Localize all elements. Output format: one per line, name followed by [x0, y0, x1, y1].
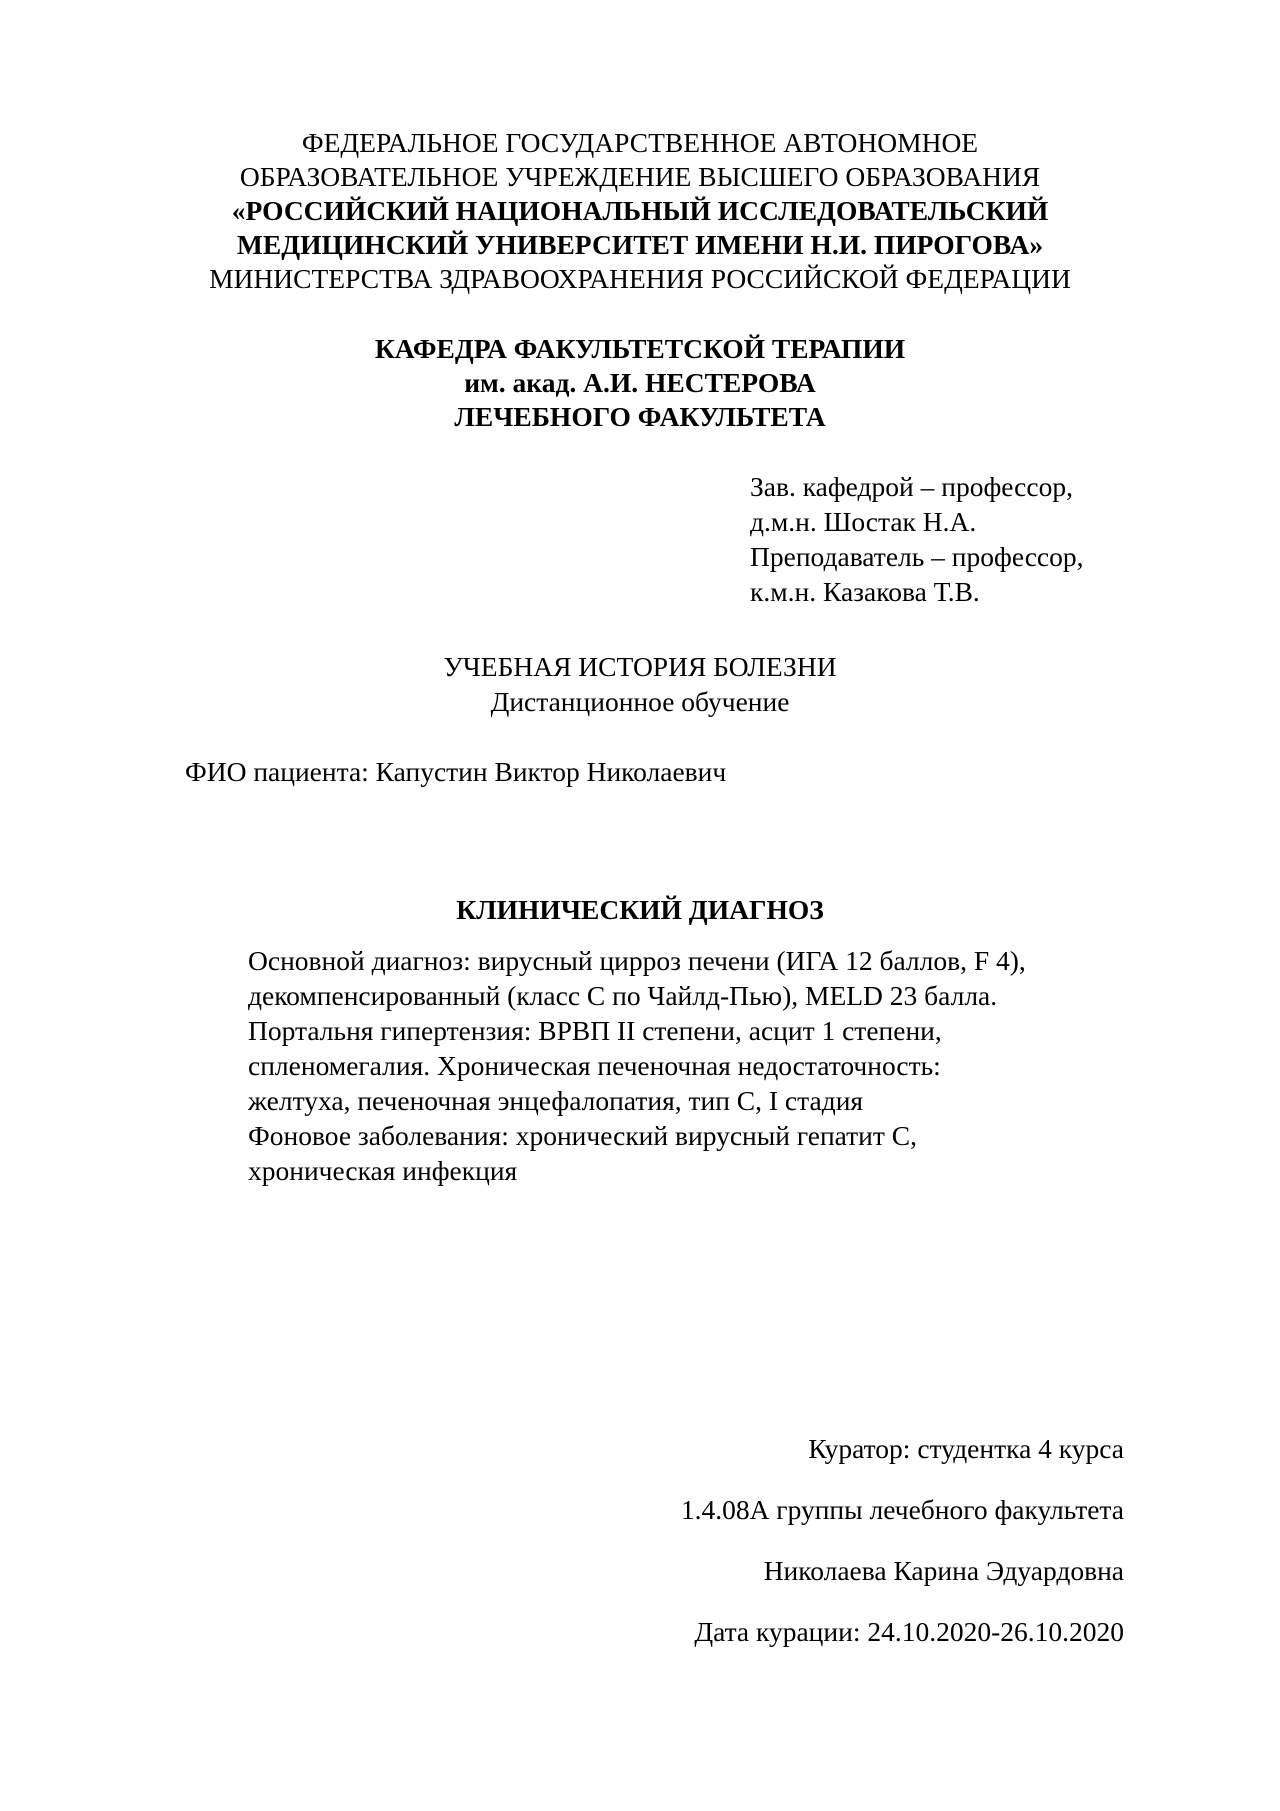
diagnosis-line: Основной диагноз: вирусный цирроз печени (ИГА 12 баллов, F 4),	[248, 945, 1026, 976]
institution-line-5: МИНИСТЕРСТВА ЗДРАВООХРАНЕНИЯ РОССИЙСКОЙ ФЕДЕРАЦИИ	[209, 263, 1071, 294]
institution-line-2: ОБРАЗОВАТЕЛЬНОЕ УЧРЕЖДЕНИЕ ВЫСШЕГО ОБРАЗОВАНИЯ	[239, 161, 1041, 192]
staff-line-2: д.м.н. Шостак Н.А.	[750, 506, 977, 537]
diagnosis-line: хроническая инфекция	[248, 1155, 518, 1186]
document-title: УЧЕБНАЯ ИСТОРИЯ БОЛЕЗНИ	[443, 651, 837, 682]
curator-line-2: 1.4.08А группы лечебного факультета	[680, 1494, 1124, 1525]
department-line-2: им. акад. А.И. НЕСТЕРОВА	[464, 367, 816, 398]
institution-line-1: ФЕДЕРАЛЬНОЕ ГОСУДАРСТВЕННОЕ АВТОНОМНОЕ	[301, 127, 979, 158]
staff-line-1: Зав. кафедрой – профессор,	[750, 471, 1073, 502]
diagnosis-line: Фоновое заболевания: хронический вирусный гепатит С,	[248, 1120, 917, 1151]
diagnosis-line: спленомегалия. Хроническая печеночная недостаточность:	[248, 1050, 941, 1081]
document-subtitle: Дистанционное обучение	[490, 686, 790, 717]
diagnosis-line: Портальня гипертензия: ВРВП II степени, асцит 1 степени,	[248, 1015, 942, 1046]
department-line-3: ЛЕЧЕБНОГО ФАКУЛЬТЕТА	[454, 401, 826, 432]
staff-line-4: к.м.н. Казакова Т.В.	[750, 576, 980, 607]
diagnosis-line: желтуха, печеночная энцефалопатия, тип С, I стадия	[248, 1085, 864, 1116]
diagnosis-line: декомпенсированный (класс С по Чайлд-Пью), MELD 23 балла.	[248, 980, 998, 1011]
curator-line-1: Куратор: студентка 4 курса	[808, 1433, 1124, 1464]
department-line-1: КАФЕДРА ФАКУЛЬТЕТСКОЙ ТЕРАПИИ	[374, 333, 906, 364]
curator-date: Дата курации: 24.10.2020-26.10.2020	[694, 1616, 1124, 1647]
institution-line-4: МЕДИЦИНСКИЙ УНИВЕРСИТЕТ ИМЕНИ Н.И. ПИРОГОВА»	[236, 229, 1044, 260]
diagnosis-heading: КЛИНИЧЕСКИЙ ДИАГНОЗ	[456, 894, 824, 925]
patient-name: ФИО пациента: Капустин Виктор Николаевич	[185, 756, 727, 787]
staff-line-3: Преподаватель – профессор,	[750, 541, 1084, 572]
curator-line-3: Николаева Карина Эдуардовна	[763, 1555, 1124, 1586]
institution-line-3: «РОССИЙСКИЙ НАЦИОНАЛЬНЫЙ ИССЛЕДОВАТЕЛЬСКИЙ	[231, 195, 1049, 226]
